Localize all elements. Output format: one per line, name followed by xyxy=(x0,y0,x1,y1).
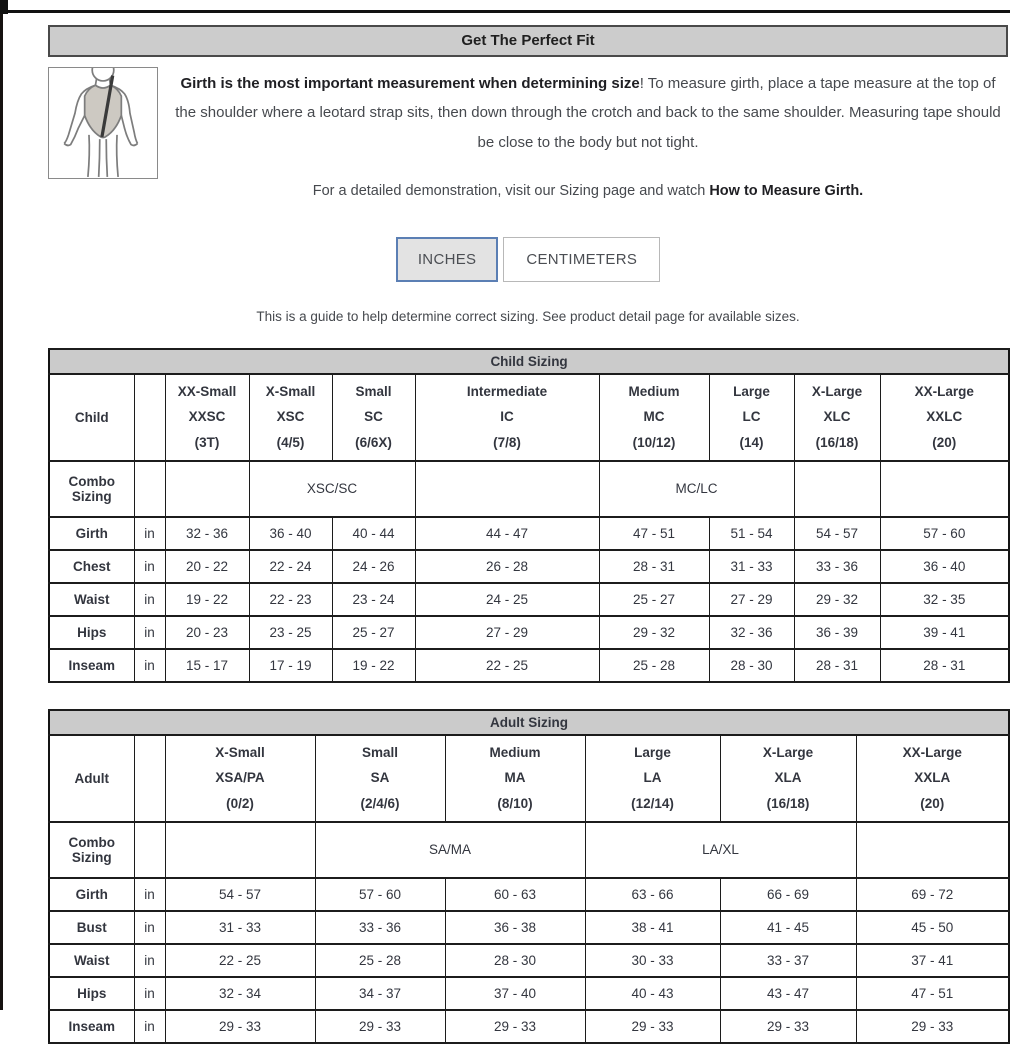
measurement-row-label: Waist xyxy=(49,583,134,616)
measurement-value-cell: 44 - 47 xyxy=(415,517,599,550)
leotard-girth-diagram-image xyxy=(48,67,158,179)
measurement-value-cell: 20 - 22 xyxy=(165,550,249,583)
measurement-value-cell: 29 - 33 xyxy=(315,1010,445,1043)
centimeters-button[interactable]: CENTIMETERS xyxy=(503,237,660,282)
measurement-row-label: Hips xyxy=(49,977,134,1010)
size-column-header: Small SA (2/4/6) xyxy=(315,735,445,822)
measurement-row-label: Waist xyxy=(49,944,134,977)
measurement-value-cell: 32 - 35 xyxy=(880,583,1009,616)
measurement-value-cell: 23 - 24 xyxy=(332,583,415,616)
measurement-value-cell: 36 - 38 xyxy=(445,911,585,944)
demo-note-text: For a detailed demonstration, visit our Sizing page and watch xyxy=(312,182,710,199)
unit-cell xyxy=(134,822,165,878)
measurement-value-cell: 19 - 22 xyxy=(332,649,415,682)
girth-instructions-bold: Girth is the most important measurement when determining size xyxy=(180,75,640,92)
combo-sizing-cell xyxy=(415,461,599,517)
measurement-value-cell: 28 - 30 xyxy=(709,649,794,682)
measurement-value-cell: 29 - 33 xyxy=(720,1010,856,1043)
combo-sizing-cell: XSC/SC xyxy=(249,461,415,517)
unit-cell: in xyxy=(134,583,165,616)
measurement-value-cell: 36 - 40 xyxy=(880,550,1009,583)
size-column-header: X-Small XSA/PA (0/2) xyxy=(165,735,315,822)
measurement-value-cell: 25 - 28 xyxy=(599,649,709,682)
measurement-value-cell: 39 - 41 xyxy=(880,616,1009,649)
measurement-value-cell: 31 - 33 xyxy=(165,911,315,944)
size-column-header: XX-Small XXSC (3T) xyxy=(165,374,249,461)
measurement-value-cell: 41 - 45 xyxy=(720,911,856,944)
measurement-value-cell: 57 - 60 xyxy=(315,878,445,911)
measurement-value-cell: 37 - 40 xyxy=(445,977,585,1010)
measurement-value-cell: 32 - 36 xyxy=(165,517,249,550)
leotard-figure-icon xyxy=(49,68,157,178)
combo-sizing-cell xyxy=(856,822,1009,878)
table-row-label: Child xyxy=(49,374,134,461)
measurement-row-label: Hips xyxy=(49,616,134,649)
demo-note-bold: How to Measure Girth. xyxy=(709,182,864,199)
table-title: Child Sizing xyxy=(49,349,1009,374)
measurement-value-cell: 54 - 57 xyxy=(794,517,880,550)
size-column-header: Medium MC (10/12) xyxy=(599,374,709,461)
sizing-page xyxy=(48,13,1008,1044)
unit-cell: in xyxy=(134,878,165,911)
measurement-row-label: Girth xyxy=(49,878,134,911)
measurement-value-cell: 23 - 25 xyxy=(249,616,332,649)
measurement-value-cell: 27 - 29 xyxy=(415,616,599,649)
measurement-value-cell: 22 - 25 xyxy=(415,649,599,682)
measurement-value-cell: 33 - 36 xyxy=(794,550,880,583)
combo-sizing-cell: MC/LC xyxy=(599,461,794,517)
measurement-value-cell: 15 - 17 xyxy=(165,649,249,682)
table-row-label: Adult xyxy=(49,735,134,822)
window-frame-corner xyxy=(0,0,8,14)
measurement-value-cell: 40 - 43 xyxy=(585,977,720,1010)
unit-cell: in xyxy=(134,977,165,1010)
measurement-value-cell: 54 - 57 xyxy=(165,878,315,911)
combo-sizing-label: Combo Sizing xyxy=(49,461,134,517)
measurement-value-cell: 51 - 54 xyxy=(709,517,794,550)
measurement-value-cell: 60 - 63 xyxy=(445,878,585,911)
measurement-value-cell: 36 - 40 xyxy=(249,517,332,550)
unit-cell: in xyxy=(134,517,165,550)
size-column-header: XX-Large XXLA (20) xyxy=(856,735,1009,822)
measurement-value-cell: 26 - 28 xyxy=(415,550,599,583)
size-column-header: X-Small XSC (4/5) xyxy=(249,374,332,461)
measurement-value-cell: 17 - 19 xyxy=(249,649,332,682)
measurement-value-cell: 22 - 25 xyxy=(165,944,315,977)
measurement-value-cell: 28 - 31 xyxy=(599,550,709,583)
measurement-value-cell: 34 - 37 xyxy=(315,977,445,1010)
measurement-value-cell: 66 - 69 xyxy=(720,878,856,911)
measurement-value-cell: 29 - 33 xyxy=(165,1010,315,1043)
combo-sizing-cell xyxy=(880,461,1009,517)
unit-cell: in xyxy=(134,649,165,682)
measurement-value-cell: 37 - 41 xyxy=(856,944,1009,977)
size-column-header: Large LC (14) xyxy=(709,374,794,461)
measurement-row-label: Inseam xyxy=(49,1010,134,1043)
unit-cell: in xyxy=(134,1010,165,1043)
unit-cell xyxy=(134,374,165,461)
measurement-value-cell: 27 - 29 xyxy=(709,583,794,616)
measurement-value-cell: 33 - 37 xyxy=(720,944,856,977)
measurement-value-cell: 69 - 72 xyxy=(856,878,1009,911)
girth-instructions xyxy=(172,69,1004,157)
table-title: Adult Sizing xyxy=(49,710,1009,735)
measurement-row-label: Girth xyxy=(49,517,134,550)
measurement-value-cell: 28 - 31 xyxy=(794,649,880,682)
size-column-header: X-Large XLC (16/18) xyxy=(794,374,880,461)
unit-cell: in xyxy=(134,616,165,649)
measurement-value-cell: 25 - 27 xyxy=(599,583,709,616)
measurement-value-cell: 31 - 33 xyxy=(709,550,794,583)
measurement-value-cell: 32 - 36 xyxy=(709,616,794,649)
page-title: Get The Perfect Fit xyxy=(48,25,1008,57)
measurement-row-label: Bust xyxy=(49,911,134,944)
adult-sizing-table xyxy=(48,709,1010,1044)
size-column-header: Intermediate IC (7/8) xyxy=(415,374,599,461)
unit-cell: in xyxy=(134,944,165,977)
unit-toggle-group xyxy=(48,237,1008,282)
unit-cell xyxy=(134,461,165,517)
measurement-row-label: Chest xyxy=(49,550,134,583)
intro-section xyxy=(48,67,1008,199)
measurement-value-cell: 22 - 24 xyxy=(249,550,332,583)
measurement-row-label: Inseam xyxy=(49,649,134,682)
measurement-value-cell: 24 - 26 xyxy=(332,550,415,583)
guide-note: This is a guide to help determine correct sizing. See product detail page for available sizes. xyxy=(256,308,800,324)
demo-note xyxy=(172,183,1004,199)
measurement-value-cell: 40 - 44 xyxy=(332,517,415,550)
measurement-value-cell: 63 - 66 xyxy=(585,878,720,911)
measurement-value-cell: 22 - 23 xyxy=(249,583,332,616)
measurement-value-cell: 38 - 41 xyxy=(585,911,720,944)
combo-sizing-cell: LA/XL xyxy=(585,822,856,878)
measurement-value-cell: 25 - 27 xyxy=(332,616,415,649)
inches-button[interactable]: INCHES xyxy=(396,237,498,282)
unit-cell: in xyxy=(134,550,165,583)
measurement-value-cell: 32 - 34 xyxy=(165,977,315,1010)
size-column-header: XX-Large XXLC (20) xyxy=(880,374,1009,461)
intro-text-block xyxy=(158,67,1008,199)
size-column-header: Small SC (6/6X) xyxy=(332,374,415,461)
measurement-value-cell: 28 - 31 xyxy=(880,649,1009,682)
measurement-value-cell: 57 - 60 xyxy=(880,517,1009,550)
unit-cell: in xyxy=(134,911,165,944)
combo-sizing-cell xyxy=(794,461,880,517)
measurement-value-cell: 28 - 30 xyxy=(445,944,585,977)
measurement-value-cell: 25 - 28 xyxy=(315,944,445,977)
child-sizing-table xyxy=(48,348,1010,683)
measurement-value-cell: 45 - 50 xyxy=(856,911,1009,944)
measurement-value-cell: 29 - 33 xyxy=(445,1010,585,1043)
combo-sizing-cell xyxy=(165,822,315,878)
combo-sizing-cell xyxy=(165,461,249,517)
measurement-value-cell: 20 - 23 xyxy=(165,616,249,649)
measurement-value-cell: 30 - 33 xyxy=(585,944,720,977)
measurement-value-cell: 29 - 32 xyxy=(599,616,709,649)
size-column-header: Medium MA (8/10) xyxy=(445,735,585,822)
unit-cell xyxy=(134,735,165,822)
girth-instructions-rest: ! To measure girth, place a tape measure at the top of the shoulder where a leotard strap sits, then down through the crotch and back to the same shoulder. Measuring tape should be close to the body but not tight. xyxy=(175,75,1001,151)
measurement-value-cell: 43 - 47 xyxy=(720,977,856,1010)
size-column-header: X-Large XLA (16/18) xyxy=(720,735,856,822)
size-column-header: Large LA (12/14) xyxy=(585,735,720,822)
window-frame-left xyxy=(0,0,3,1010)
measurement-value-cell: 24 - 25 xyxy=(415,583,599,616)
combo-sizing-label: Combo Sizing xyxy=(49,822,134,878)
measurement-value-cell: 47 - 51 xyxy=(599,517,709,550)
measurement-value-cell: 36 - 39 xyxy=(794,616,880,649)
measurement-value-cell: 29 - 33 xyxy=(585,1010,720,1043)
measurement-value-cell: 47 - 51 xyxy=(856,977,1009,1010)
measurement-value-cell: 29 - 33 xyxy=(856,1010,1009,1043)
measurement-value-cell: 19 - 22 xyxy=(165,583,249,616)
measurement-value-cell: 33 - 36 xyxy=(315,911,445,944)
combo-sizing-cell: SA/MA xyxy=(315,822,585,878)
measurement-value-cell: 29 - 32 xyxy=(794,583,880,616)
